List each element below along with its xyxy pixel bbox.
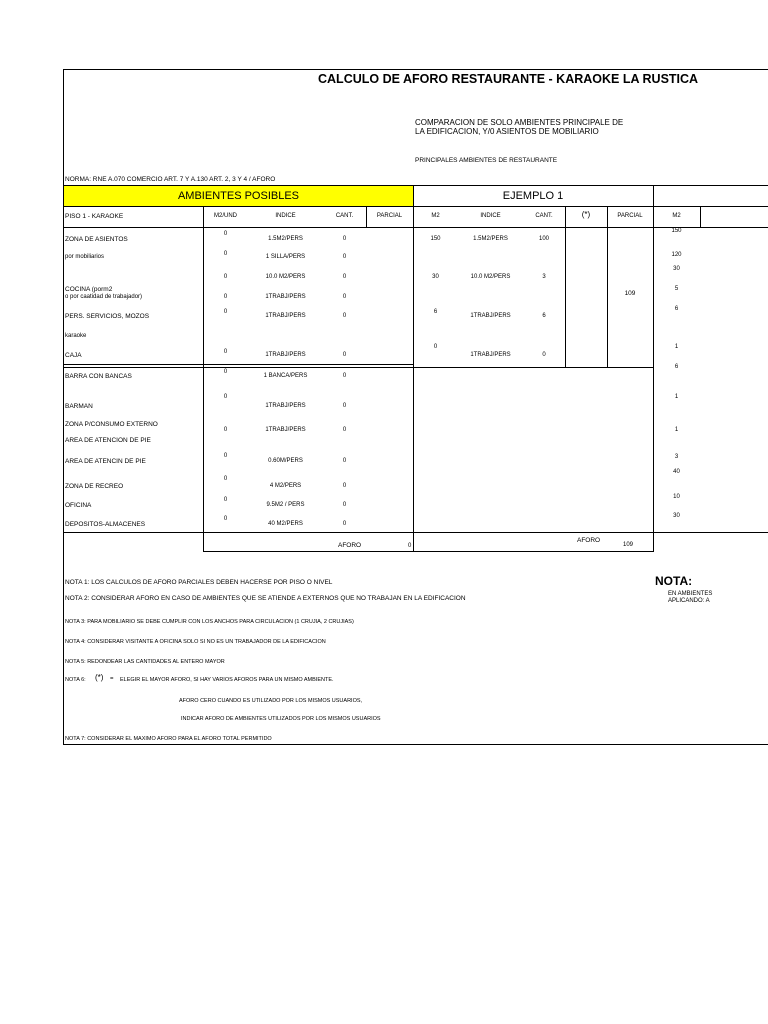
row-m2: 0: [223, 274, 228, 280]
nota-title: NOTA:: [655, 574, 693, 588]
aforo-value-2: 109: [623, 542, 634, 548]
row-indice: 1TRABJ/PERS: [265, 352, 306, 358]
ejemplo-indice: 1TRABJ/PERS: [470, 313, 511, 319]
ejemplo-cant: 100: [538, 236, 549, 242]
hline-367: [63, 367, 653, 368]
header-parcial: PARCIAL: [376, 213, 403, 219]
row-label: por mobiliarios: [65, 254, 105, 260]
m2-col-value: 10: [673, 494, 680, 500]
vline-607: [607, 206, 608, 367]
row-label: AREA DE ATENCIN DE PIE: [65, 458, 146, 465]
page-title: CALCULO DE AFORO RESTAURANTE - KARAOKE LA RUSTICA: [318, 72, 699, 86]
row-m2: 0: [223, 294, 228, 300]
nota-7: NOTA 7: CONSIDERAR EL MAXIMO AFORO PARA EL AFORO TOTAL PERMITIDO: [65, 736, 272, 742]
row-m2: 0: [223, 453, 228, 459]
nota-6-c: INDICAR AFORO DE AMBIENTES UTILIZADOS POR LOS MISMOS USUARIOS: [181, 716, 381, 722]
ejemplo-cant: 3: [542, 274, 546, 280]
row-indice: 0.60M/PERS: [268, 458, 303, 464]
row-m2: 0: [223, 427, 228, 433]
hline-206: [63, 206, 768, 207]
row-indice: 1 BANCA/PERS: [263, 373, 308, 379]
ejemplo-indice: 1TRABJ/PERS: [470, 352, 511, 358]
header-m2: M2: [431, 213, 440, 219]
hline-532: [63, 532, 768, 533]
row-indice: 9.5M2 / PERS: [266, 502, 305, 508]
row-label: BARMAN: [65, 403, 93, 410]
principales-label: PRINCIPALES AMBIENTES DE RESTAURANTE: [415, 157, 558, 164]
ejemplo-indice: 1.5M2/PERS: [473, 236, 508, 242]
row-cant: 0: [342, 502, 347, 508]
row-label: COCINA (porm2: [65, 286, 113, 293]
row-label: CAJA: [65, 352, 82, 359]
ejemplo-title: EJEMPLO 1: [502, 190, 564, 202]
row-label: karaoke: [65, 333, 87, 339]
header-piso: PISO 1 - KARAOKE: [65, 213, 124, 220]
row-indice: 1 SILLA/PERS: [265, 254, 306, 260]
norma-label: NORMA: RNE A.070 COMERCIO ART. 7 Y A.130 ART. 2, 3 Y 4 / AFORO: [65, 176, 276, 183]
row-cant: 0: [342, 294, 347, 300]
row-indice: 1TRABJ/PERS: [265, 403, 306, 409]
aforo-label-2: AFORO: [577, 537, 601, 544]
nota-5: NOTA 5: REDONDEAR LAS CANTIDADES AL ENTERO MAYOR: [65, 659, 225, 665]
row-cant: 0: [342, 483, 347, 489]
row-label: AREA DE ATENCION DE PIE: [65, 437, 151, 444]
m2-col-value: 6: [674, 364, 679, 370]
comparison-line-2: LA EDIFICACION, Y/0 ASIENTOS DE MOBILIARIO: [415, 127, 599, 136]
row-m2: 0: [223, 497, 228, 503]
ejemplo-m2: 30: [432, 274, 439, 280]
row-cant: 0: [342, 313, 347, 319]
header-indice-2: INDICE: [480, 213, 501, 219]
header-cant-2: CANT.: [535, 213, 553, 219]
row-cant: 0: [342, 352, 347, 358]
row-label: BARRA CON BANCAS: [65, 373, 132, 380]
nota-3: NOTA 3: PARA MOBILIARIO SE DEBE CUMPLIR CON LOS ANCHOS PARA CIRCULACION (1 CRUJIA, 2 CRUJIAS): [65, 619, 354, 625]
m2-col-value: 40: [673, 469, 680, 475]
hline-365: [63, 364, 413, 365]
hline-186: [63, 185, 768, 186]
nota-6-text: ELEGIR EL MAYOR AFORO, SI HAY VARIOS AFOROS PARA UN MISMO AMBIENTE.: [120, 677, 334, 683]
row-label: ZONA P/CONSUMO EXTERNO: [65, 421, 158, 428]
row-label: DEPOSITOS-ALMACENES: [65, 521, 146, 528]
nota-2: NOTA 2: CONSIDERAR AFORO EN CASO DE AMBIENTES QUE SE ATIENDE A EXTERNOS QUE NO TRABAJAN EN LA EDIFICACION: [65, 595, 466, 602]
row-indice: 1TRABJ/PERS: [265, 427, 306, 433]
row-cant: 0: [342, 254, 347, 260]
nota-6-eq: =: [110, 676, 114, 682]
row-m2: 0: [223, 231, 228, 237]
row-m2: 0: [223, 309, 228, 315]
row-indice: 1TRABJ/PERS: [265, 313, 306, 319]
nota-6-prefix: NOTA 6:: [65, 677, 86, 683]
m2-col-value: 1: [674, 344, 679, 350]
header-cant: CANT.: [335, 213, 354, 219]
m2-col-value: 1: [674, 394, 679, 400]
row-m2: 0: [223, 251, 228, 257]
row-m2: 0: [223, 516, 228, 522]
border-left: [63, 69, 64, 745]
m2-col-value: 1: [674, 427, 679, 433]
m2-col-value: 30: [673, 266, 680, 272]
row-label: ZONA DE ASIENTOS: [65, 236, 128, 243]
row-cant: 0: [342, 236, 347, 242]
nota-side-1: EN AMBIENTES: [668, 591, 713, 597]
header-indice: INDICE: [275, 213, 296, 219]
row-indice: 40 M2/PERS: [268, 521, 303, 527]
row-cant: 0: [342, 458, 347, 464]
row-cant: 0: [342, 274, 347, 280]
nota-1: NOTA 1: LOS CALCULOS DE AFORO PARCIALES DEBEN HACERSE POR PISO O NIVEL: [65, 579, 333, 586]
row-label: ZONA DE RECREO: [65, 483, 124, 490]
row-label: OFICINA: [65, 502, 92, 509]
header-m2und: M2/UND: [213, 213, 237, 219]
ejemplo-cant: 0: [542, 352, 546, 358]
row-label: o por caatidad de trabajador): [65, 294, 143, 300]
ejemplo-parcial: 109: [624, 290, 636, 297]
row-indice: 1.5M2/PERS: [268, 236, 303, 242]
ejemplo-m2: 6: [433, 309, 438, 315]
m2-col-value: 150: [671, 228, 682, 234]
ejemplo-indice: 10.0 M2/PERS: [470, 274, 511, 280]
row-m2: 0: [223, 369, 228, 375]
header-parcial-2: PARCIAL: [617, 213, 643, 219]
nota-6-star: (*): [95, 673, 104, 682]
comparison-line-1: COMPARACION DE SOLO AMBIENTES PRINCIPALE DE: [415, 118, 624, 127]
nota-4: NOTA 4: CONSIDERAR VISITANTE A OFICINA SOLO SI NO ES UN TRABAJADOR DE LA EDIFICACION: [65, 639, 326, 645]
header-m2-b: M2: [672, 213, 681, 219]
row-m2: 0: [223, 349, 228, 355]
row-m2: 0: [223, 476, 228, 482]
row-cant: 0: [342, 403, 347, 409]
nota-side-2: APLICANDO: A: [668, 598, 710, 604]
row-cant: 0: [342, 373, 347, 379]
row-cant: 0: [342, 521, 347, 527]
row-cant: 0: [342, 427, 347, 433]
row-m2: 0: [223, 394, 228, 400]
nota-6-b: AFORO CERO CUANDO ES UTILIZADO POR LOS MISMOS USUARIOS,: [179, 698, 363, 704]
hline-551: [203, 551, 653, 552]
row-indice: 1TRABJ/PERS: [265, 294, 306, 300]
m2-col-value: 30: [673, 513, 680, 519]
row-indice: 4 M2/PERS: [269, 483, 302, 489]
aforo-value: 0: [408, 543, 412, 549]
aforo-label: AFORO: [338, 542, 362, 549]
border-bottom: [63, 744, 768, 745]
ambientes-posibles-title: AMBIENTES POSIBLES: [177, 190, 300, 202]
vline-700: [700, 206, 701, 228]
row-indice: 10.0 M2/PERS: [265, 274, 306, 280]
m2-col-value: 3: [674, 454, 679, 460]
vline-565: [565, 206, 566, 367]
m2-col-value: 120: [671, 252, 682, 258]
ejemplo-m2: 150: [430, 236, 441, 242]
ejemplo-m2: 0: [433, 344, 438, 350]
ejemplo-cant: 6: [542, 313, 546, 319]
m2-col-value: 5: [674, 286, 679, 292]
row-label: PERS. SERVICIOS, MOZOS: [65, 313, 150, 320]
m2-col-value: 6: [674, 306, 679, 312]
header-star: (*): [581, 210, 591, 219]
border-top: [63, 69, 768, 70]
